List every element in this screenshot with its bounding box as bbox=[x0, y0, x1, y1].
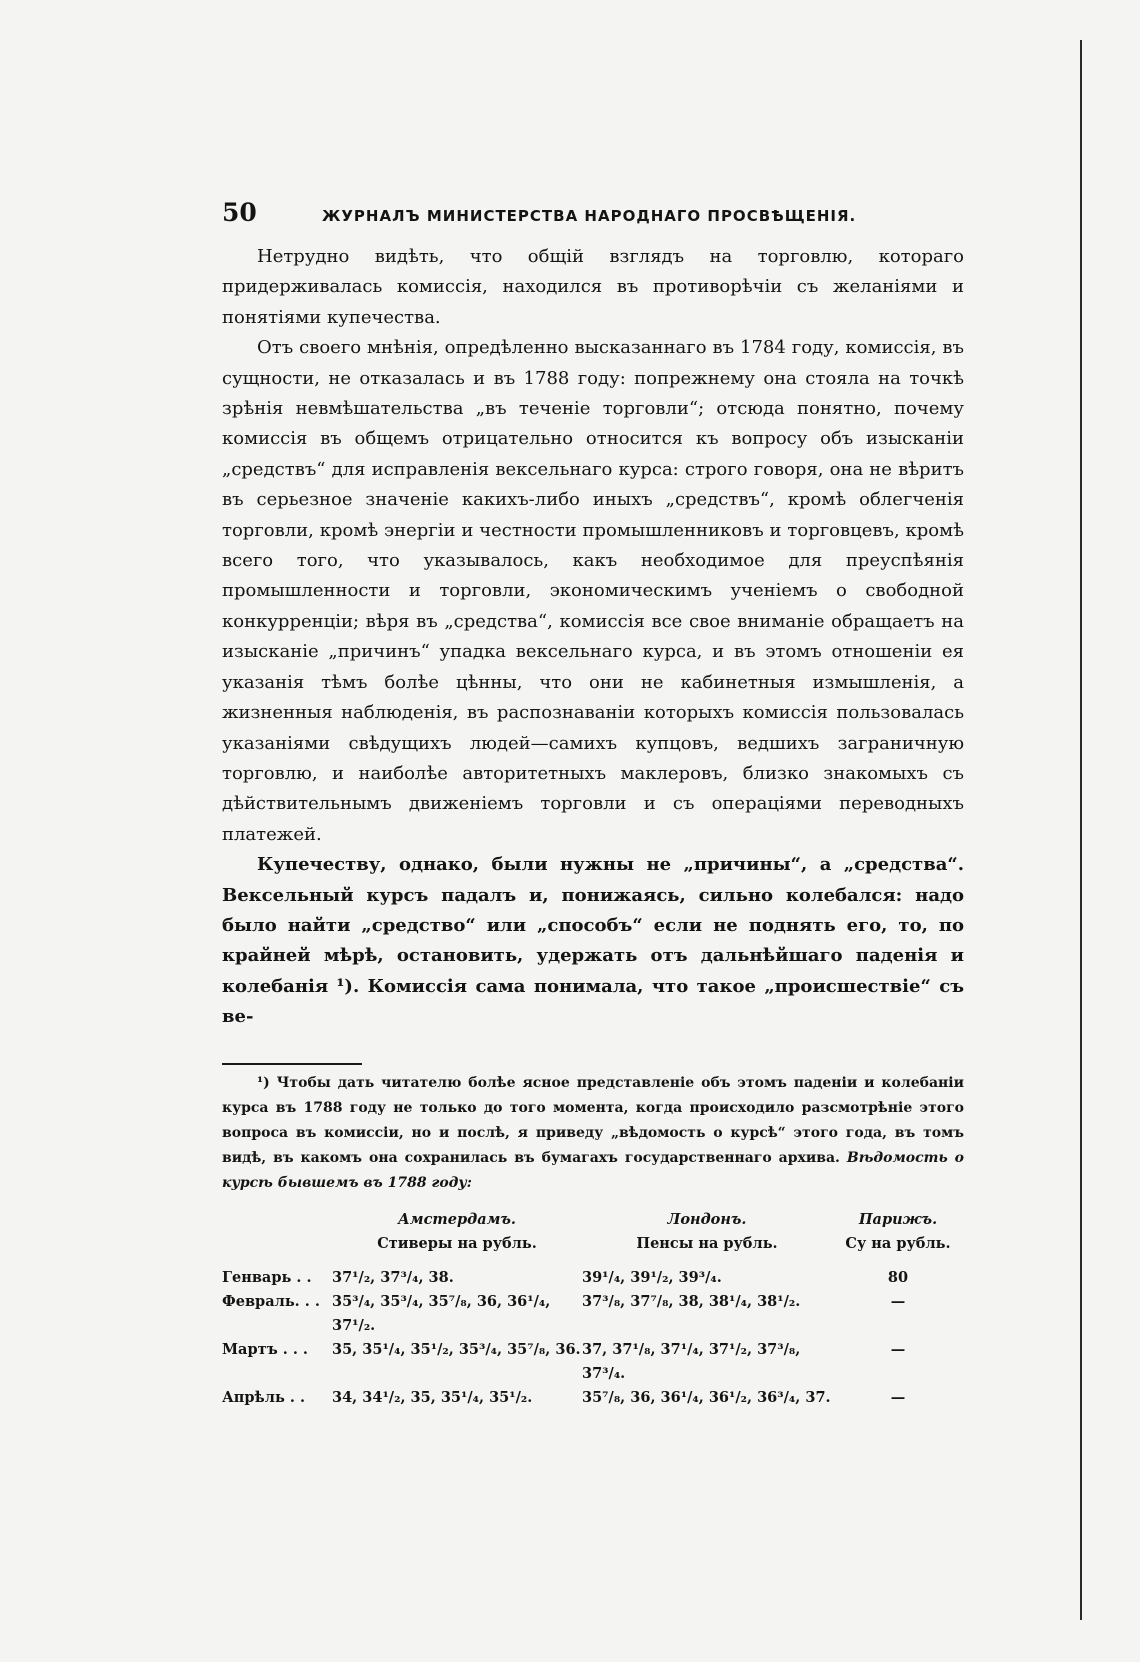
london-cell: 35⁷/₈, 36, 36¹/₄, 36¹/₂, 36³/₄, 37. bbox=[582, 1388, 831, 1406]
table-city-row bbox=[222, 1208, 964, 1232]
london-cell: 39¹/₄, 39¹/₂, 39³/₄. bbox=[582, 1268, 722, 1286]
running-title: ЖУРНАЛЪ МИНИСТЕРСТВА НАРОДНАГО ПРОСВѢЩЕНІЯ. bbox=[322, 207, 857, 225]
city-london: Лондонъ. bbox=[667, 1210, 747, 1228]
month-cell: Февраль. . . bbox=[222, 1292, 320, 1310]
body-text bbox=[222, 242, 964, 1033]
footnote bbox=[222, 1071, 964, 1196]
city-paris: Парижъ. bbox=[858, 1210, 938, 1228]
paris-cell: — bbox=[890, 1388, 906, 1406]
month-cell: Мартъ . . . bbox=[222, 1340, 308, 1358]
amsterdam-cell: 37¹/₂, 37³/₄, 38. bbox=[332, 1268, 454, 1286]
month-cell: Апрѣль . . bbox=[222, 1388, 306, 1406]
page-header bbox=[222, 198, 964, 232]
table-row bbox=[222, 1386, 964, 1410]
footnote-text: ¹) Чтобы дать читателю болѣе ясное представленіе объ этомъ паденіи и колебаніи курса въ 1788 году не только до того момента, когда происходило разсмотрѣніе этого вопроса въ комиссіи, но и послѣ, я приведу „вѣдомость о курсѣ“ этого года, въ томъ видѣ, въ какомъ она сохранилась въ бумагахъ государственнаго архива. bbox=[222, 1074, 964, 1166]
paragraph-1: Нетрудно видѣть, что общій взглядъ на торговлю, котораго придерживалась комиссія, находился въ противорѣчіи съ желаніями и понятіями купечества. bbox=[222, 246, 964, 328]
exchange-rate-table bbox=[222, 1208, 964, 1410]
london-cell: 37, 37¹/₈, 37¹/₄, 37¹/₂, 37³/₈, 37³/₄. bbox=[582, 1340, 801, 1382]
amsterdam-cell: 34, 34¹/₂, 35, 35¹/₄, 35¹/₂. bbox=[332, 1388, 533, 1406]
page bbox=[222, 198, 964, 1410]
london-cell: 37³/₈, 37⁷/₈, 38, 38¹/₄, 38¹/₂. bbox=[582, 1292, 801, 1310]
paragraph-2: Отъ своего мнѣнія, опредѣленно высказаннаго въ 1784 году, комиссія, въ сущности, не отказалась и въ 1788 году: попрежнему она стояла на точкѣ зрѣнія невмѣшательства „въ теченіе торговли“; отсюда понятно, почему комиссія въ общемъ отрицательно относится къ вопросу объ изысканіи „средствъ“ для исправленія вексельнаго курса: строго говоря, она не вѣритъ въ серьезное значеніе какихъ-либо иныхъ „средствъ“, кромѣ облегченія торговли, кромѣ энергіи и честности промышленниковъ и торговцевъ, кромѣ всего того, что указывалось, какъ необходимое для преуспѣянія промышленности и торговли, экономическимъ ученіемъ о свободной конкурренціи; вѣря въ „средства“, комиссія все свое вниманіе обращаетъ на изысканіе „причинъ“ упадка вексельнаго курса, и въ этомъ отношеніи ея указанія тѣмъ болѣе цѣнны, что они не кабинетныя измышленія, а жизненныя наблюденія, въ распознаваніи которыхъ комиссія пользовалась указаніями свѣдущихъ людей—самихъ купцовъ, ведшихъ заграничную торговлю, и наиболѣе авторитетныхъ маклеровъ, близко знакомыхъ съ дѣйствительнымъ движеніемъ торговли и съ операціями переводныхъ платежей. bbox=[222, 337, 964, 845]
paris-cell: — bbox=[890, 1340, 906, 1358]
page-edge-line bbox=[1080, 40, 1082, 1620]
paris-cell: — bbox=[890, 1292, 906, 1310]
unit-london: Пенсы на рубль. bbox=[636, 1234, 778, 1252]
paragraph-3: Купечеству, однако, были нужны не „причины“, а „средства“. Вексельный курсъ падалъ и, понижаясь, сильно колебался: надо было найти „средство“ или „способъ“ если не поднять его, то, по крайней мѣрѣ, остановить, удержать отъ дальнѣйшаго паденія и колебанія ¹). Комиссія сама понимала, что такое „происшествіе“ съ ве- bbox=[222, 854, 964, 1028]
footnote-table-title: Вѣдомость о курсѣ бывшемъ въ 1788 году: bbox=[222, 1149, 964, 1191]
amsterdam-cell: 35, 35¹/₄, 35¹/₂, 35³/₄, 35⁷/₈, 36. bbox=[332, 1340, 581, 1358]
footnote-divider bbox=[222, 1063, 362, 1065]
unit-paris: Су на рубль. bbox=[845, 1234, 951, 1252]
table-row bbox=[222, 1266, 964, 1290]
amsterdam-cell: 35³/₄, 35³/₄, 35⁷/₈, 36, 36¹/₄, 37¹/₂. bbox=[332, 1292, 551, 1334]
table-row bbox=[222, 1290, 964, 1338]
unit-amsterdam: Стиверы на рубль. bbox=[377, 1234, 537, 1252]
page-number: 50 bbox=[222, 198, 257, 227]
paris-cell: 80 bbox=[887, 1268, 909, 1286]
city-amsterdam: Амстердамъ. bbox=[398, 1210, 516, 1228]
table-unit-row bbox=[222, 1232, 964, 1256]
month-cell: Генварь . . bbox=[222, 1268, 312, 1286]
table-row bbox=[222, 1338, 964, 1386]
